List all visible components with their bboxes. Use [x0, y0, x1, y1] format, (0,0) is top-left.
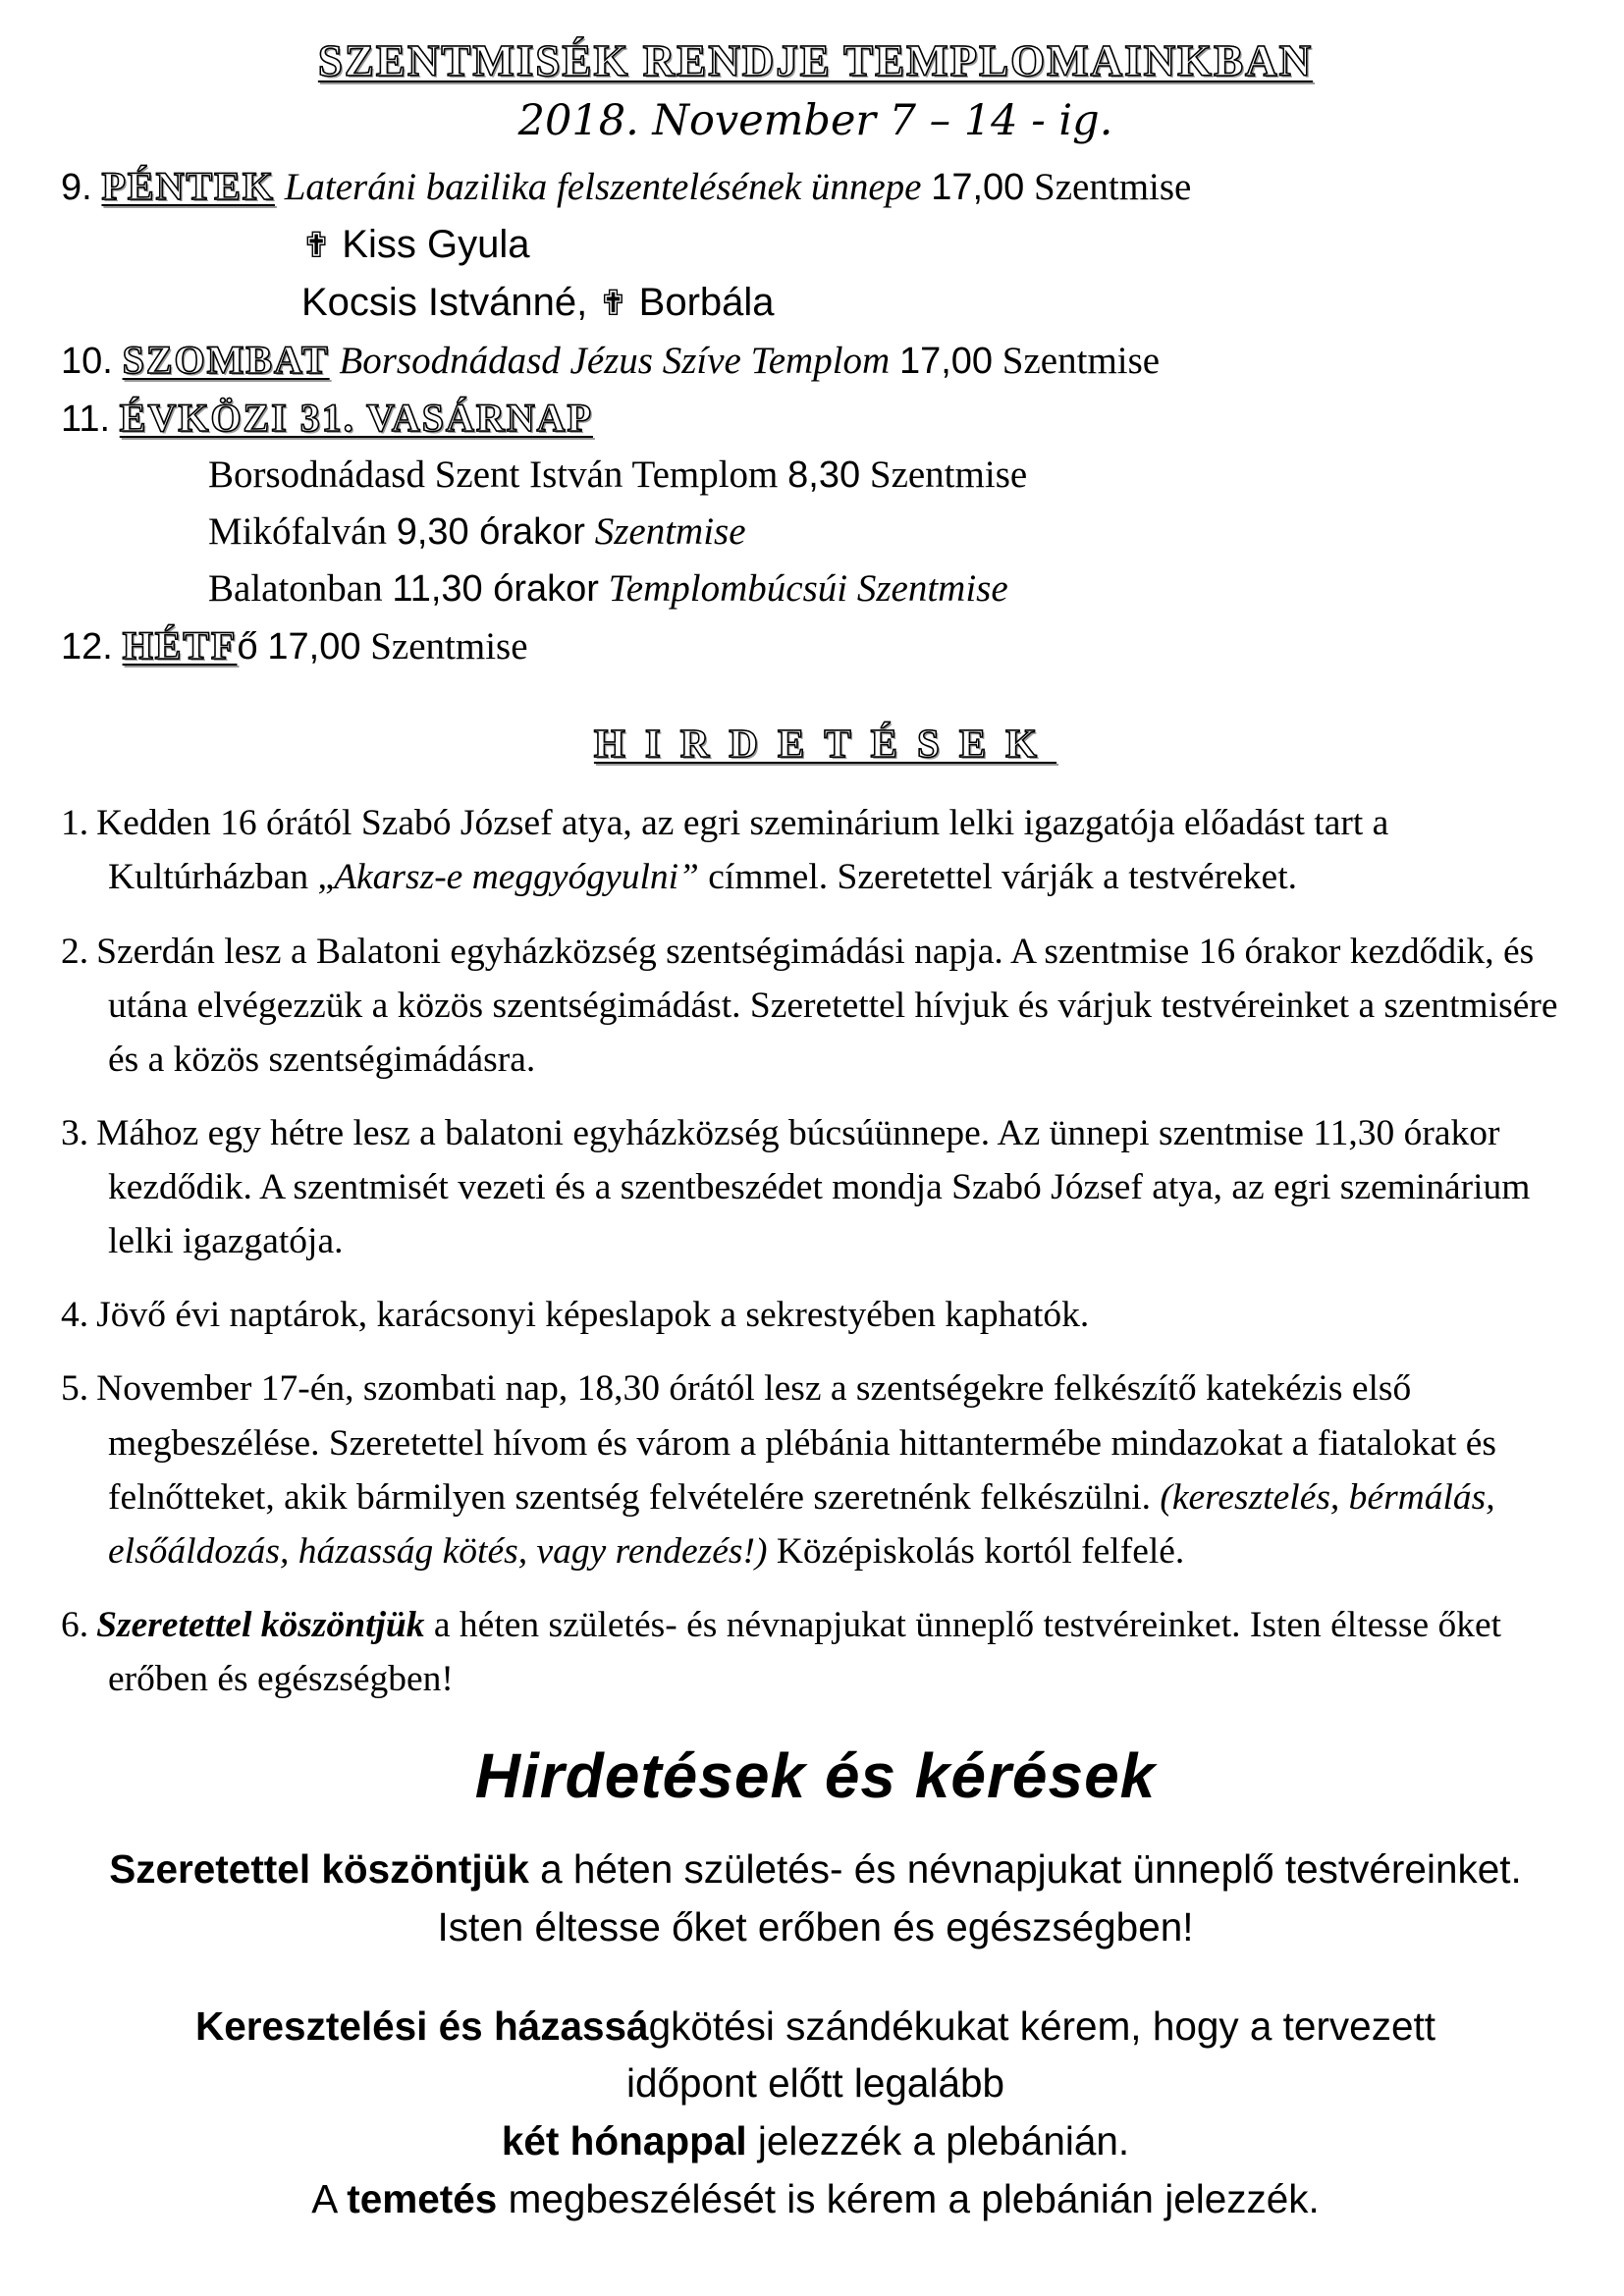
announcement-item-4	[61, 1288, 1560, 1342]
announcements-heading: HIRDETÉSEK	[593, 721, 1057, 767]
place-name: Mikófalván	[208, 510, 387, 554]
announcement-item-5	[61, 1362, 1560, 1578]
day-name: HÉTF	[122, 623, 238, 668]
item-text: Szerdán lesz a Balatoni egyházközség szentségimádási napja. A szentmise 16 órakor kezdődik, és utána elvégezzük a közös szentségimádást. Szeretettel hívjuk és várjuk testvéreinket a szentmisére és a közös szentségimádásra.	[96, 931, 1558, 1080]
mass-label: Szentmise	[869, 454, 1028, 497]
schedule-row-monday	[61, 618, 1570, 674]
funeral-rest: megbeszélését is kérem a plebánián jelezzék.	[497, 2175, 1320, 2221]
item-text-italic: Akarsz-e meggyógyulni”	[334, 857, 699, 898]
item-text: a héten születés- és névnapjukat ünneplő testvéreinket. Isten éltesse őket erőben és egészségben!	[108, 1604, 1502, 1700]
mass-schedule	[61, 159, 1570, 674]
greeting-rest: a héten születés- és névnapjukat ünneplő testvéreinket.	[528, 1846, 1522, 1893]
day-name: SZOMBAT	[122, 337, 330, 382]
feast-name: Lateráni bazilika felszentelésének ünnepe	[284, 166, 922, 208]
requests-heading: Hirdetések és kérések	[474, 1740, 1157, 1812]
greeting-line-2: Isten éltesse őket erőben és egészségben!	[437, 1903, 1194, 1949]
memorial-name: Kocsis Istvánné,	[301, 280, 588, 324]
mass-label: Szentmise	[1034, 166, 1192, 208]
item-text: Középiskolás kortól felfelé.	[767, 1530, 1185, 1572]
item-number: 3.	[61, 1112, 89, 1153]
item-text-bold-italic: Szeretettel köszöntjük	[96, 1604, 425, 1645]
day-number: 12.	[61, 626, 113, 668]
months-line	[61, 2113, 1570, 2169]
funeral-pre: A	[311, 2175, 348, 2221]
cross-icon: ✟	[301, 225, 332, 266]
schedule-row-friday	[61, 159, 1570, 215]
item-number: 1.	[61, 803, 89, 844]
schedule-row-sunday	[61, 391, 1570, 447]
baptism-rest: gkötési szándékukat kérem, hogy a tervezett	[648, 2002, 1435, 2049]
baptism-line-2: időpont előtt legalább	[625, 2060, 1005, 2107]
memorial-name: Kiss Gyula	[342, 222, 530, 266]
cross-icon: ✟	[598, 283, 628, 324]
announcement-item-6	[61, 1598, 1560, 1706]
day-number: 10.	[61, 340, 113, 382]
sunday-mass-3	[208, 561, 1570, 616]
church-name: Borsodnádasd Jézus Szíve Templom	[339, 339, 891, 382]
requests-section	[61, 1842, 1570, 2226]
item-text: címmel. Szeretettel várják a testvéreket.	[698, 857, 1297, 898]
item-text: Jövő évi naptárok, karácsonyi képeslapok a sekrestyében kaphatók.	[96, 1295, 1090, 1336]
notice-paragraph	[61, 1999, 1570, 2227]
mass-label: Szentmise	[594, 510, 746, 554]
day-number: 9.	[61, 167, 92, 208]
baptism-bold: Keresztelési és házassá	[195, 2002, 649, 2049]
announcements-list	[61, 796, 1570, 1706]
item-number: 5.	[61, 1368, 89, 1410]
greeting-bold: Szeretettel köszöntjük	[109, 1846, 529, 1893]
announcement-item-1	[61, 796, 1560, 904]
item-text-italic: (keresztelés, bérmálás, elsőáldozás, házasság kötés, vagy rendezés!)	[108, 1476, 1495, 1572]
item-number: 2.	[61, 931, 89, 972]
announcement-item-3	[61, 1106, 1560, 1268]
mass-label: Templombúcsúi Szentmise	[608, 567, 1008, 611]
day-name: PÉNTEK	[101, 164, 275, 208]
day-number: 11.	[61, 398, 111, 440]
sunday-mass-1	[208, 448, 1570, 503]
page-title: SZENTMISÉK RENDJE TEMPLOMAINKBAN	[317, 36, 1314, 85]
announcement-item-2	[61, 925, 1560, 1087]
date-range: 2018. November 7 – 14 - ig.	[517, 96, 1113, 145]
funeral-line	[61, 2171, 1570, 2227]
funeral-bold: temetés	[347, 2175, 498, 2221]
day-name: ÉVKÖZI 31. VASÁRNAP	[119, 395, 593, 440]
memorial-name: Borbála	[638, 280, 775, 324]
mass-time: 17,00	[931, 167, 1025, 208]
mass-label: Szentmise	[370, 625, 528, 668]
greeting-line-1	[61, 1842, 1570, 1897]
item-text: Mához egy hétre lesz a balatoni egyházközség búcsúünnepe. Az ünnepi szentmise 11,30 órakor kezdődik. A szentmisét vezeti és a szentbeszédet mondja Szabó József atya, az egri szeminárium lelki igazgatója.	[96, 1112, 1531, 1262]
schedule-row-saturday	[61, 333, 1570, 389]
item-text: Kedden 16 órától Szabó József atya, az egri szeminárium lelki igazgatója előadást tart a Kultúrházban „	[96, 803, 1389, 898]
months-bold: két hónappal	[501, 2117, 747, 2163]
church-name: Borsodnádasd Szent István Templom	[208, 454, 779, 497]
item-text: November 17-én, szombati nap, 18,30 órától lesz a szentségekre felkészítő katekézis első megbeszélése. Szeretettel hívom és várom a plébánia hittantermébe mindazokat a fiatalokat és felnőtteket, akik bármilyen szentség felvételére szeretnénk felkészülni.	[96, 1368, 1496, 1518]
mass-time: 8,30	[787, 454, 861, 497]
greeting-paragraph	[61, 1842, 1570, 1954]
item-number: 4.	[61, 1295, 89, 1336]
memorial-line-1	[301, 217, 1570, 273]
mass-time: 11,30 órakor	[392, 568, 599, 611]
months-rest: jelezzék a plebánián.	[746, 2117, 1130, 2163]
mass-label: Szentmise	[1001, 339, 1161, 382]
item-number: 6.	[61, 1604, 89, 1645]
place-name: Balatonban	[208, 567, 383, 611]
mass-time: 17,00	[267, 626, 361, 668]
day-name-suffix: ő	[237, 626, 258, 668]
baptism-line-1	[61, 1999, 1570, 2055]
mass-time: 17,00	[898, 340, 994, 382]
sunday-mass-2	[208, 505, 1570, 560]
mass-time: 9,30 órakor	[396, 511, 585, 554]
memorial-line-2	[301, 275, 1570, 331]
